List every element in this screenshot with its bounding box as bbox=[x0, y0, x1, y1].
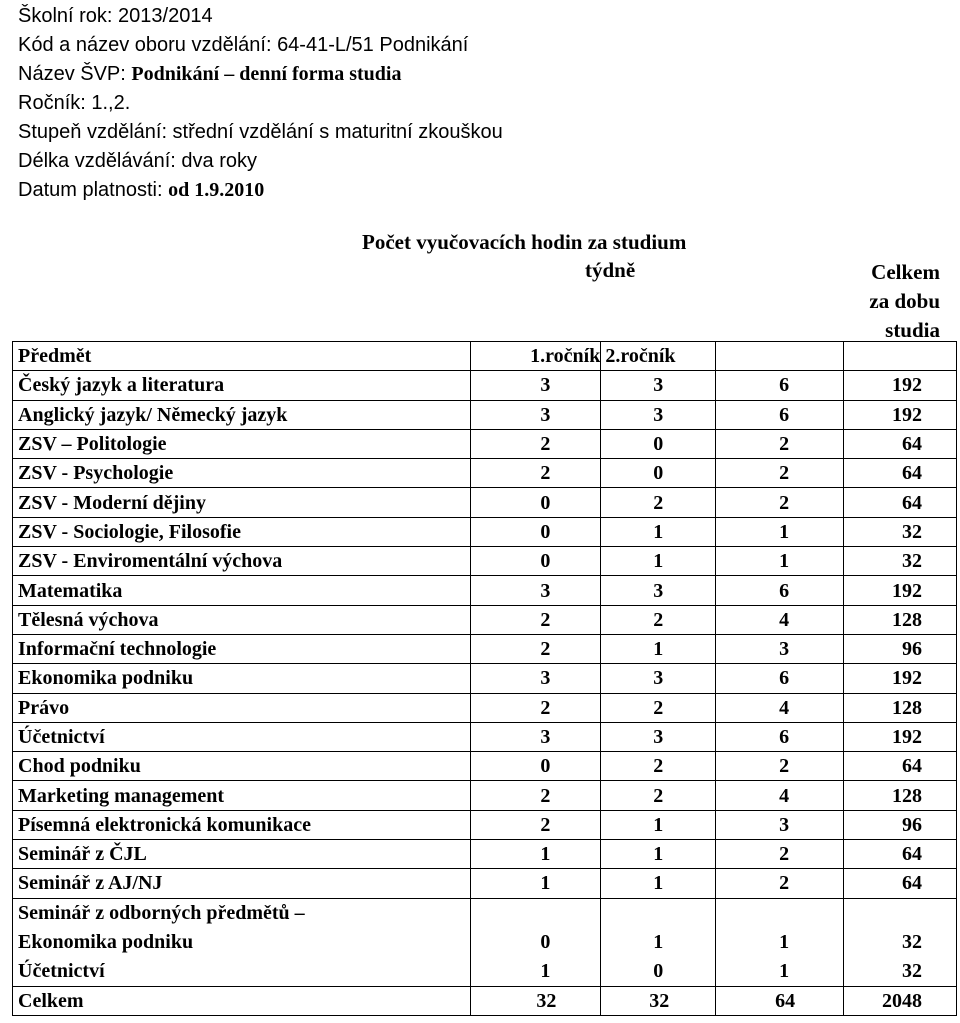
year1-hours: 0 bbox=[470, 517, 601, 546]
seminar-item-week: 1 bbox=[779, 959, 790, 982]
weekly-hours: 6 bbox=[716, 371, 844, 400]
year1-hours: 0 bbox=[470, 547, 601, 576]
year2-hours: 1 bbox=[601, 517, 716, 546]
total-header-line2: za dobu bbox=[869, 289, 940, 313]
total-hours: 64 bbox=[844, 459, 957, 488]
total-hours: 96 bbox=[844, 810, 957, 839]
education-level: Stupeň vzdělání: střední vzdělání s maturitní zkouškou bbox=[18, 121, 503, 143]
year2-hours: 1 bbox=[601, 810, 716, 839]
total-hours: 64 bbox=[844, 488, 957, 517]
year1-hours: 1 bbox=[470, 840, 601, 869]
table-row bbox=[13, 605, 957, 634]
subject-cell: ZSV - Enviromentální výchova bbox=[13, 547, 471, 576]
table-row bbox=[13, 722, 957, 751]
weekly-hours: 4 bbox=[716, 693, 844, 722]
svp-name bbox=[18, 60, 503, 89]
year2-hours: 2 bbox=[601, 781, 716, 810]
year1-hours: 2 bbox=[470, 781, 601, 810]
table-title-line2: týdně bbox=[585, 258, 636, 282]
spacer bbox=[721, 899, 789, 928]
total-weekly: 64 bbox=[716, 986, 844, 1015]
total-hours: 192 bbox=[844, 722, 957, 751]
weekly-hours: 6 bbox=[716, 664, 844, 693]
total-hours: 64 bbox=[844, 840, 957, 869]
table-row bbox=[13, 869, 957, 898]
table-header-row bbox=[13, 342, 957, 371]
weekly-hours bbox=[716, 898, 844, 986]
total-hours: 32 bbox=[844, 547, 957, 576]
column-header-total bbox=[844, 342, 957, 371]
year2-hours: 2 bbox=[601, 693, 716, 722]
year2-hours: 1 bbox=[601, 869, 716, 898]
seminar-item-subject: Účetnictví bbox=[18, 959, 105, 982]
subject-cell bbox=[13, 898, 471, 986]
weekly-hours: 2 bbox=[716, 488, 844, 517]
spacer bbox=[476, 899, 551, 928]
grand-total: 2048 bbox=[844, 986, 957, 1015]
total-hours: 64 bbox=[844, 429, 957, 458]
year1-hours: 1 bbox=[470, 869, 601, 898]
weekly-hours: 6 bbox=[716, 400, 844, 429]
weekly-hours: 6 bbox=[716, 722, 844, 751]
year2-hours: 2 bbox=[601, 605, 716, 634]
total-hours: 192 bbox=[844, 371, 957, 400]
subject-cell: Český jazyk a literatura bbox=[13, 371, 471, 400]
year2-hours: 1 bbox=[601, 547, 716, 576]
table-row bbox=[13, 840, 957, 869]
year1-hours: 2 bbox=[470, 693, 601, 722]
year2-hours: 3 bbox=[601, 371, 716, 400]
table-row bbox=[13, 810, 957, 839]
subject-cell: Marketing management bbox=[13, 781, 471, 810]
svp-value: Podnikání – denní forma studia bbox=[131, 63, 402, 85]
subject-cell: ZSV - Sociologie, Filosofie bbox=[13, 517, 471, 546]
lesson-hours-table bbox=[12, 341, 957, 1016]
year2-hours: 3 bbox=[601, 722, 716, 751]
subject-cell: Ekonomika podniku bbox=[13, 664, 471, 693]
seminar-item-subject: Ekonomika podniku bbox=[18, 930, 194, 953]
year1-hours: 3 bbox=[470, 371, 601, 400]
year2-hours: 2 bbox=[601, 752, 716, 781]
weekly-hours: 6 bbox=[716, 576, 844, 605]
grade: Ročník: 1.,2. bbox=[18, 92, 131, 114]
year2-hours: 2 bbox=[601, 488, 716, 517]
year2-hours: 3 bbox=[601, 400, 716, 429]
spacer bbox=[849, 899, 922, 928]
validity-value: od 1.9.2010 bbox=[168, 179, 265, 201]
table-row bbox=[13, 371, 957, 400]
subject-cell: ZSV - Moderní dějiny bbox=[13, 488, 471, 517]
total-hours: 128 bbox=[844, 781, 957, 810]
subject-cell: Písemná elektronická komunikace bbox=[13, 810, 471, 839]
total-hours: 128 bbox=[844, 605, 957, 634]
year1-hours: 3 bbox=[470, 400, 601, 429]
weekly-hours: 2 bbox=[716, 869, 844, 898]
subject-cell: Chod podniku bbox=[13, 752, 471, 781]
subject-cell: Tělesná výchova bbox=[13, 605, 471, 634]
column-header-year2: 2.ročník bbox=[601, 342, 716, 371]
weekly-hours: 1 bbox=[716, 547, 844, 576]
subject-cell: Účetnictví bbox=[13, 722, 471, 751]
total-hours: 192 bbox=[844, 576, 957, 605]
total-hours: 64 bbox=[844, 869, 957, 898]
school-year: Školní rok: 2013/2014 bbox=[18, 5, 213, 27]
total-hours: 96 bbox=[844, 634, 957, 663]
duration: Délka vzdělávání: dva roky bbox=[18, 150, 258, 172]
year2-hours bbox=[601, 898, 716, 986]
subject-cell: ZSV – Politologie bbox=[13, 429, 471, 458]
year1-hours: 2 bbox=[470, 634, 601, 663]
table-row bbox=[13, 429, 957, 458]
total-hours: 128 bbox=[844, 693, 957, 722]
document-header bbox=[18, 2, 503, 205]
seminar-item-y1: 0 bbox=[540, 930, 551, 953]
table-row bbox=[13, 459, 957, 488]
year1-hours: 3 bbox=[470, 576, 601, 605]
year1-hours: 3 bbox=[470, 722, 601, 751]
validity-label: Datum platnosti: bbox=[18, 179, 169, 201]
year2-hours: 1 bbox=[601, 840, 716, 869]
seminar-item-y2: 1 bbox=[653, 930, 664, 953]
subject-cell: Informační technologie bbox=[13, 634, 471, 663]
weekly-hours: 4 bbox=[716, 781, 844, 810]
year1-hours: 2 bbox=[470, 605, 601, 634]
table-row bbox=[13, 634, 957, 663]
weekly-hours: 3 bbox=[716, 634, 844, 663]
year2-hours: 3 bbox=[601, 576, 716, 605]
total-hours: 192 bbox=[844, 400, 957, 429]
weekly-hours: 2 bbox=[716, 429, 844, 458]
total-year2: 32 bbox=[601, 986, 716, 1015]
total-hours bbox=[844, 898, 957, 986]
spacer bbox=[606, 899, 663, 928]
year1-hours: 0 bbox=[470, 488, 601, 517]
weekly-hours: 4 bbox=[716, 605, 844, 634]
table-row bbox=[13, 517, 957, 546]
seminar-item-total: 32 bbox=[902, 930, 922, 953]
year1-hours: 0 bbox=[470, 752, 601, 781]
subject-cell: Seminář z AJ/NJ bbox=[13, 869, 471, 898]
table-row bbox=[13, 400, 957, 429]
subject-cell: Anglický jazyk/ Německý jazyk bbox=[13, 400, 471, 429]
totals-row bbox=[13, 986, 957, 1015]
seminar-group-row bbox=[13, 898, 957, 986]
table-row bbox=[13, 488, 957, 517]
seminar-item-week: 1 bbox=[779, 930, 790, 953]
weekly-hours: 2 bbox=[716, 459, 844, 488]
table-row bbox=[13, 547, 957, 576]
total-column-header bbox=[830, 258, 940, 345]
subject-cell: Seminář z ČJL bbox=[13, 840, 471, 869]
year2-hours: 0 bbox=[601, 459, 716, 488]
year1-hours: 2 bbox=[470, 459, 601, 488]
year2-hours: 1 bbox=[601, 634, 716, 663]
year2-hours: 0 bbox=[601, 429, 716, 458]
year1-hours: 2 bbox=[470, 810, 601, 839]
seminar-item-y2: 0 bbox=[653, 959, 664, 982]
subject-cell: Matematika bbox=[13, 576, 471, 605]
column-header-subject: Předmět bbox=[13, 342, 471, 371]
subject-cell: ZSV - Psychologie bbox=[13, 459, 471, 488]
column-header-year1: 1.ročník bbox=[470, 342, 601, 371]
total-hours: 64 bbox=[844, 752, 957, 781]
year2-hours: 3 bbox=[601, 664, 716, 693]
field-code: Kód a název oboru vzdělání: 64-41-L/51 Podnikání bbox=[18, 34, 469, 56]
weekly-hours: 2 bbox=[716, 840, 844, 869]
seminar-item-y1: 1 bbox=[540, 959, 551, 982]
totals-label: Celkem bbox=[13, 986, 471, 1015]
seminar-item-total: 32 bbox=[902, 959, 922, 982]
weekly-hours: 1 bbox=[716, 517, 844, 546]
year1-hours: 3 bbox=[470, 664, 601, 693]
subject-cell: Právo bbox=[13, 693, 471, 722]
table-title-line1: Počet vyučovacích hodin za studium bbox=[362, 230, 687, 254]
year1-hours: 2 bbox=[470, 429, 601, 458]
table-row bbox=[13, 781, 957, 810]
total-header-line3: studia bbox=[885, 318, 940, 342]
year1-hours bbox=[470, 898, 601, 986]
total-year1: 32 bbox=[470, 986, 601, 1015]
total-hours: 32 bbox=[844, 517, 957, 546]
column-header-week bbox=[716, 342, 844, 371]
weekly-hours: 2 bbox=[716, 752, 844, 781]
table-row bbox=[13, 664, 957, 693]
table-row bbox=[13, 752, 957, 781]
weekly-hours: 3 bbox=[716, 810, 844, 839]
total-header-line1: Celkem bbox=[871, 260, 940, 284]
table-row bbox=[13, 576, 957, 605]
validity bbox=[18, 176, 503, 205]
total-hours: 192 bbox=[844, 664, 957, 693]
svp-label: Název ŠVP: bbox=[18, 63, 132, 85]
table-row bbox=[13, 693, 957, 722]
seminar-group-title: Seminář z odborných předmětů – bbox=[18, 901, 305, 924]
